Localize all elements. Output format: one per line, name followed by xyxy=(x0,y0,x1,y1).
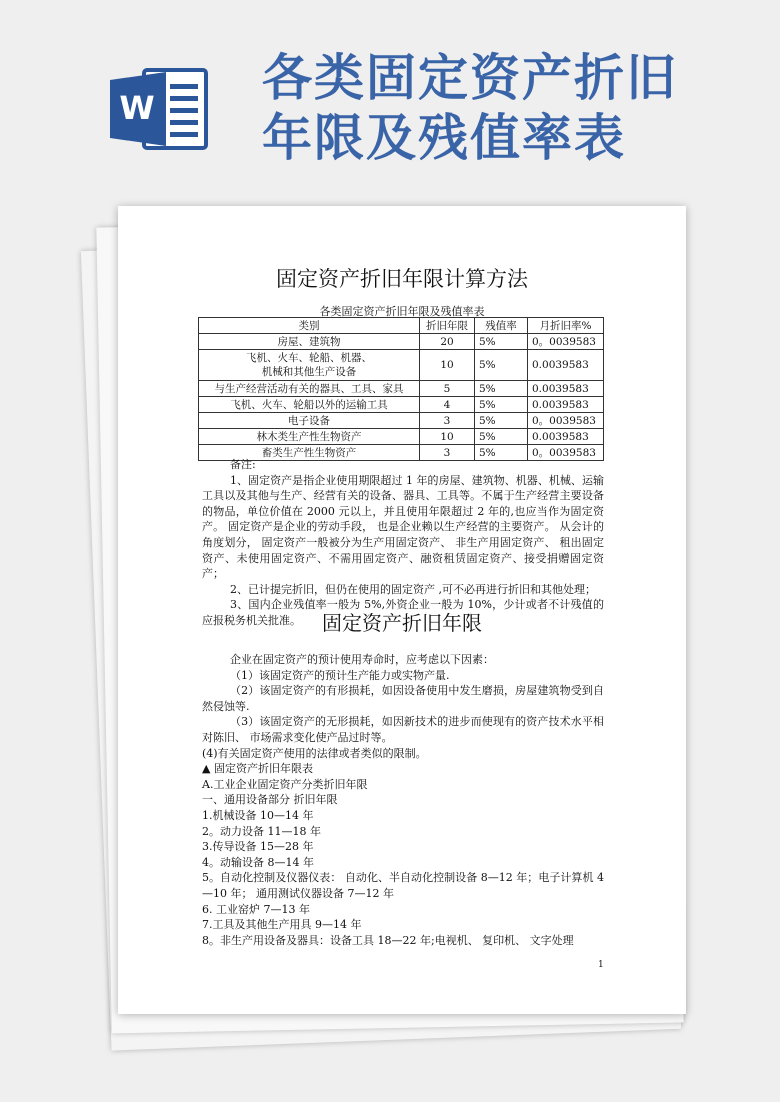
header-title-line-1: 各类固定资产折旧 xyxy=(262,49,678,107)
cell-residual: 5% xyxy=(475,445,528,461)
cell-monthly-rate: 0.0039583 xyxy=(528,429,604,445)
cell-years: 10 xyxy=(420,429,475,445)
table-row xyxy=(199,429,604,445)
note-item: 1、固定资产是指企业使用期限超过 1 年的房屋、建筑物、机器、机械、运输工具以及其他与生产、经营有关的设备、器具、工具等。不属于生产经营主要设备的物品，单位价值在 2000 元以上，并且使用年限超过 2 年的,也应当作为固定资产。 固定资产是企业的劳动手段， 也是企业赖以生产经营的主要资产。 从会计的角度划分， 固定资产一般被分为生产用固定资产、 非生产用固定资产、 租出固定资产、未使用固定资产、不需用固定资产、融资租赁固定资产、接受捐赠固定资产； xyxy=(202,473,604,581)
column-header-category: 类别 xyxy=(199,318,420,334)
cell-monthly-rate: 0。0039583 xyxy=(528,334,604,350)
notes-label: 备注: xyxy=(230,458,256,471)
cell-years: 3 xyxy=(420,413,475,429)
cell-years: 4 xyxy=(420,397,475,413)
factor-item: （2）该固定资产的有形损耗，如因设备使用中发生磨损，房屋建筑物受到自然侵蚀等. xyxy=(202,684,604,713)
cell-category: 飞机、火车、轮船以外的运输工具 xyxy=(199,397,420,413)
cell-residual: 5% xyxy=(475,334,528,350)
cell-category-line-2: 机械和其他生产设备 xyxy=(261,366,357,378)
category-a-heading: A.工业企业固定资产分类折旧年限 xyxy=(202,777,368,791)
document-title: 固定资产折旧年限计算方法 xyxy=(276,267,528,291)
table-row xyxy=(199,334,604,350)
note-item: 2、已计提完折旧，但仍在使用的固定资产 ,可不必再进行折旧和其他处理； xyxy=(230,582,596,596)
cell-residual: 5% xyxy=(475,413,528,429)
cell-years: 20 xyxy=(420,334,475,350)
table-row xyxy=(199,413,604,429)
svg-text:W: W xyxy=(119,89,155,127)
cell-monthly-rate: 0.0039583 xyxy=(528,381,604,397)
factors-section xyxy=(202,652,604,948)
cell-monthly-rate: 0。0039583 xyxy=(528,413,604,429)
column-header-monthly-rate: 月折旧率% xyxy=(528,318,604,334)
table-header-row xyxy=(199,318,604,334)
cell-residual: 5% xyxy=(475,429,528,445)
equipment-item: 5。自动化控制及仪器仪表： 自动化、半自动化控制设备 8—12 年；电子计算机 4—10 年； 通用测试仪器设备 7—12 年 xyxy=(202,871,604,900)
factor-item: (4)有关固定资产使用的法律或者类似的限制。 xyxy=(202,746,427,760)
note-item: 3、国内企业残值率一般为 5%,外资企业一般为 10%，少计或者不计残值的应报税务机关批准。 xyxy=(202,598,604,627)
equipment-item: 4。动输设备 8—14 年 xyxy=(202,855,314,869)
equipment-item: 3.传导设备 15—28 年 xyxy=(202,840,314,854)
cell-years: 10 xyxy=(420,350,475,381)
equipment-item: 6. 工业窑炉 7—13 年 xyxy=(202,902,310,916)
word-icon xyxy=(110,66,208,152)
section-title: 固定资产折旧年限 xyxy=(322,611,482,635)
cell-category xyxy=(199,350,420,381)
equipment-item: 1.机械设备 10—14 年 xyxy=(202,808,314,822)
cell-category: 林木类生产性生物资产 xyxy=(199,429,420,445)
cell-monthly-rate: 0.0039583 xyxy=(528,397,604,413)
cell-category: 与生产经营活动有关的器具、工具、家具 xyxy=(199,381,420,397)
equipment-item: 7.工具及其他生产用具 9—14 年 xyxy=(202,918,362,932)
cell-residual: 5% xyxy=(475,381,528,397)
header-title-line-2: 年限及残值率表 xyxy=(262,109,626,167)
cell-residual: 5% xyxy=(475,397,528,413)
part-one-heading: 一、通用设备部分 折旧年限 xyxy=(202,793,338,807)
page-number: 1 xyxy=(598,960,604,970)
cell-monthly-rate: 0。0039583 xyxy=(528,445,604,461)
table-heading: ▲ 固定资产折旧年限表 xyxy=(202,762,313,776)
header-title xyxy=(262,48,762,168)
cell-monthly-rate: 0.0039583 xyxy=(528,350,604,381)
table-caption: 各类固定资产折旧年限及残值率表 xyxy=(319,305,485,318)
factor-item: （3）该固定资产的无形损耗，如因新技术的进步而使现有的资产技术水平相对陈旧、 市场需求变化使产品过时等。 xyxy=(202,715,604,744)
column-header-residual: 残值率 xyxy=(475,318,528,334)
depreciation-table xyxy=(198,317,604,461)
equipment-item: 2。动力设备 11—18 年 xyxy=(202,824,321,838)
cell-category-line-1: 飞机、火车、轮船、机器、 xyxy=(246,352,372,364)
cell-category: 电子设备 xyxy=(199,413,420,429)
factors-intro: 企业在固定资产的预计使用寿命时，应考虑以下因素： xyxy=(230,653,494,666)
table-row xyxy=(199,397,604,413)
cell-category: 畜类生产性生物资产 xyxy=(199,445,420,461)
notes-section xyxy=(202,457,604,629)
cell-category: 房屋、建筑物 xyxy=(199,334,420,350)
document-page xyxy=(118,206,686,1014)
cell-years: 5 xyxy=(420,381,475,397)
cell-residual: 5% xyxy=(475,350,528,381)
column-header-years: 折旧年限 xyxy=(420,318,475,334)
equipment-item: 8。非生产用设备及器具：设备工具 18—22 年;电视机、 复印机、 文字处理 xyxy=(202,933,574,947)
cell-years: 3 xyxy=(420,445,475,461)
factor-item: （1）该固定资产的预计生产能力或实物产量. xyxy=(230,668,450,682)
table-row xyxy=(199,350,604,381)
table-row xyxy=(199,381,604,397)
